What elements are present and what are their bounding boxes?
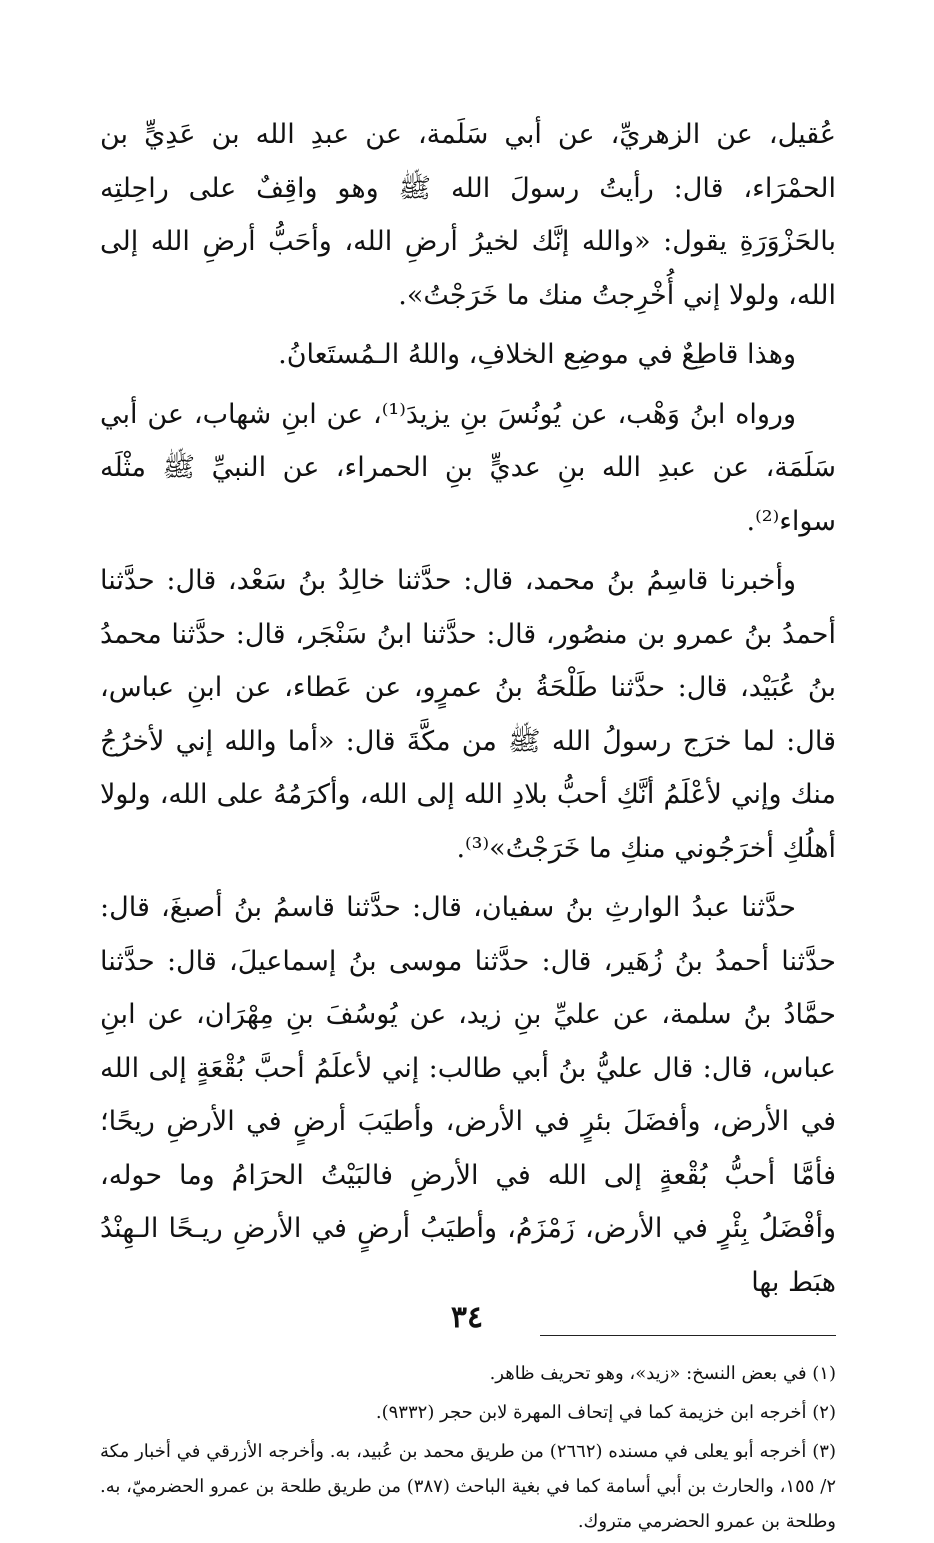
paragraph-2: وهذا قاطِعٌ في موضِع الخلافِ، واللهُ الـمُستَعانُ. [278,339,796,370]
paragraph-4: وأخبرنا قاسِمُ بنُ محمد، قال: حدَّثنا خالِدُ بنُ سَعْد، قال: حدَّثنا أحمدُ بنُ عمرو بن منصُور، قال: حدَّثنا ابنُ سَنْجَر، قال: حدَّثنا محمدُ بنُ عُبَيْد، قال: حدَّثنا طَلْحَةُ بنُ عمرٍو، عن عَطاء، عن ابنِ عباس، قال: لما خرَج رسولُ الله ﷺ من مكَّةَ قال: «أما والله إني لأخرُجُ منك وإني لأعْلَمُ أنَّكِ أحبُّ بلادِ الله إلى الله، وأكرَمُهُ على الله، ولولا أهلُكِ أخرَجُوني منكِ ما خَرَجْتُ»⁽³⁾. [100,565,836,864]
footnotes [100,1356,836,1539]
footnote-2: (٢) أخرجه ابن خزيمة كما في إتحاف المهرة لابن حجر (٩٣٣٢). [375,1402,836,1423]
footnote-3: (٣) أخرجه أبو يعلى في مسنده (٢٦٦٢) من طريق محمد بن عُبيد، به. وأخرجه الأزرقي في أخبار مكة ٢/ ١٥٥، والحارث بن أبي أسامة كما في بغية الباحث (٣٨٧) من طريق طلحة بن عمرو الحضرميّ، به. وطلحة بن عمرو الحضرمي متروك. [100,1441,836,1532]
page-number: ٣٤ [450,1300,484,1335]
main-text [100,108,836,1309]
paragraph-1: عُقيل، عن الزهريِّ، عن أبي سَلَمة، عن عبدِ الله بن عَدِيٍّ بن الحمْرَاء، قال: رأيتُ رسولَ الله ﷺ وهو واقِفٌ على راحِلتِه بالحَزْوَرَةِ يقول: «والله إنَّك لخيرُ أرضِ الله، وأحَبُّ أرضِ الله إلى الله، ولولا إني أُخْرِجتُ منك ما خَرَجْتُ». [100,119,836,311]
paragraph-3: ورواه ابنُ وَهْب، عن يُونُسَ بنِ يزيدَ⁽¹⁾، عن ابنِ شهاب، عن أبي سَلَمَة، عن عبدِ الله بنِ عديٍّ بنِ الحمراء، عن النبيِّ ﷺ مثْلَه سواء⁽²⁾. [100,398,836,537]
footnote-1: (١) في بعض النسخ: «زيد»، وهو تحريف ظاهر. [489,1363,836,1384]
paragraph-5: حدَّثنا عبدُ الوارثِ بنُ سفيان، قال: حدَّثنا قاسمُ بنُ أصبغَ، قال: حدَّثنا أحمدُ بنُ زُهَير، قال: حدَّثنا موسى بنُ إسماعيلَ، قال: حدَّثنا حمَّادُ بنُ سلمة، عن عليِّ بنِ زيد، عن يُوسُفَ بنِ مِهْرَان، عن ابنِ عباس، قال: قال عليُّ بنُ أبي طالب: إني لأعلَمُ أحبَّ بُقْعَةٍ إلى الله في الأرض، وأفضَلَ بئرٍ في الأرض، وأطيَبَ أرضٍ في الأرضِ ريحًا؛ فأمَّا أحبُّ بُقْعةٍ إلى الله في الأرضِ فالبَيْتُ الحرَامُ وما حوله، وأفْضَلُ بِئْرٍ في الأرض، زَمْزَمُ، وأطيَبُ أرضٍ في الأرضِ ريـحًا الـهِنْدُ هبَط بها [100,892,836,1298]
footnote-separator [540,1335,836,1336]
